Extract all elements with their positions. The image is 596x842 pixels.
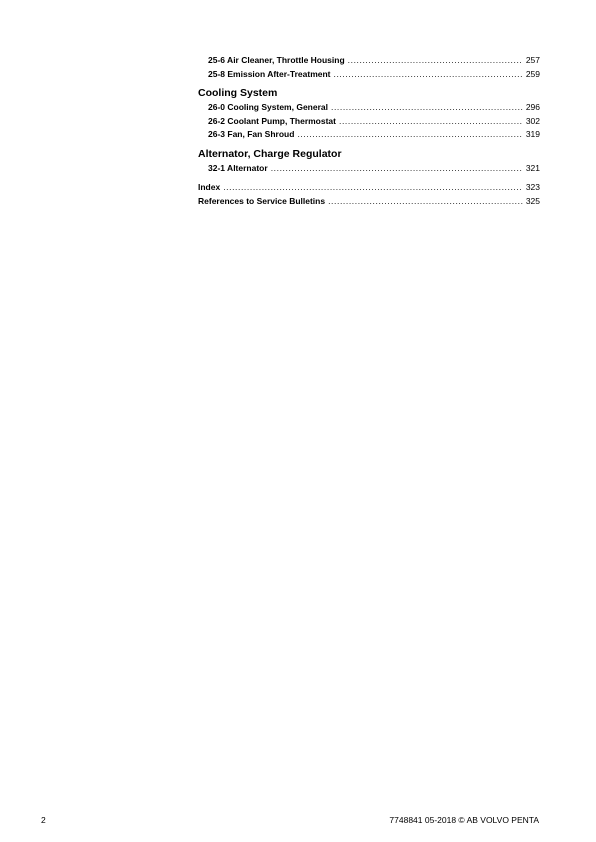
toc-entry[interactable]	[198, 162, 540, 176]
toc-entry-page: 302	[525, 115, 540, 126]
toc-entry-page: 259	[525, 68, 540, 79]
toc-entry-label: 26-3 Fan, Fan Shroud	[208, 129, 295, 139]
toc-entry-page: 257	[525, 55, 540, 65]
toc-leader-dots	[339, 115, 523, 129]
toc-entry-page: 296	[525, 102, 540, 112]
footer-page-number: 2	[41, 815, 46, 825]
toc-entry-label: 32-1 Alternator	[208, 162, 268, 173]
toc-entry-label: Index	[198, 182, 221, 192]
toc-leader-dots	[328, 195, 523, 209]
toc-entry-page: 325	[525, 195, 540, 206]
toc-entry-label: References to Service Bulletins	[198, 195, 326, 206]
toc-leader-dots	[223, 181, 523, 195]
toc-entry[interactable]	[198, 54, 540, 68]
toc-entry[interactable]	[198, 101, 540, 115]
toc-entry-page: 321	[525, 162, 540, 173]
toc-entry-label: 26-0 Cooling System, General	[208, 102, 328, 112]
table-of-contents	[198, 54, 540, 208]
toc-leader-dots	[331, 101, 523, 115]
toc-entry-label: 25-8 Emission After-Treatment	[208, 68, 331, 79]
toc-entry-service-bulletins[interactable]	[198, 195, 540, 209]
toc-leader-dots	[334, 68, 523, 82]
toc-entry-label: 25-6 Air Cleaner, Throttle Housing	[208, 55, 345, 65]
toc-leader-dots	[271, 162, 523, 176]
section-heading-cooling-system: Cooling System	[198, 87, 278, 99]
toc-entry[interactable]	[198, 115, 540, 129]
toc-leader-dots	[348, 54, 523, 68]
toc-leader-dots	[297, 128, 522, 142]
section-heading-alternator: Alternator, Charge Regulator	[198, 147, 342, 160]
footer-document-info: 7748841 05-2018 © AB VOLVO PENTA	[389, 815, 539, 825]
toc-entry[interactable]	[198, 68, 540, 82]
toc-entry-label: 26-2 Coolant Pump, Thermostat	[208, 115, 336, 126]
toc-entry[interactable]	[198, 128, 540, 142]
toc-entry-index[interactable]	[198, 181, 540, 195]
toc-entry-page: 319	[525, 129, 540, 139]
toc-entry-page: 323	[525, 182, 540, 192]
